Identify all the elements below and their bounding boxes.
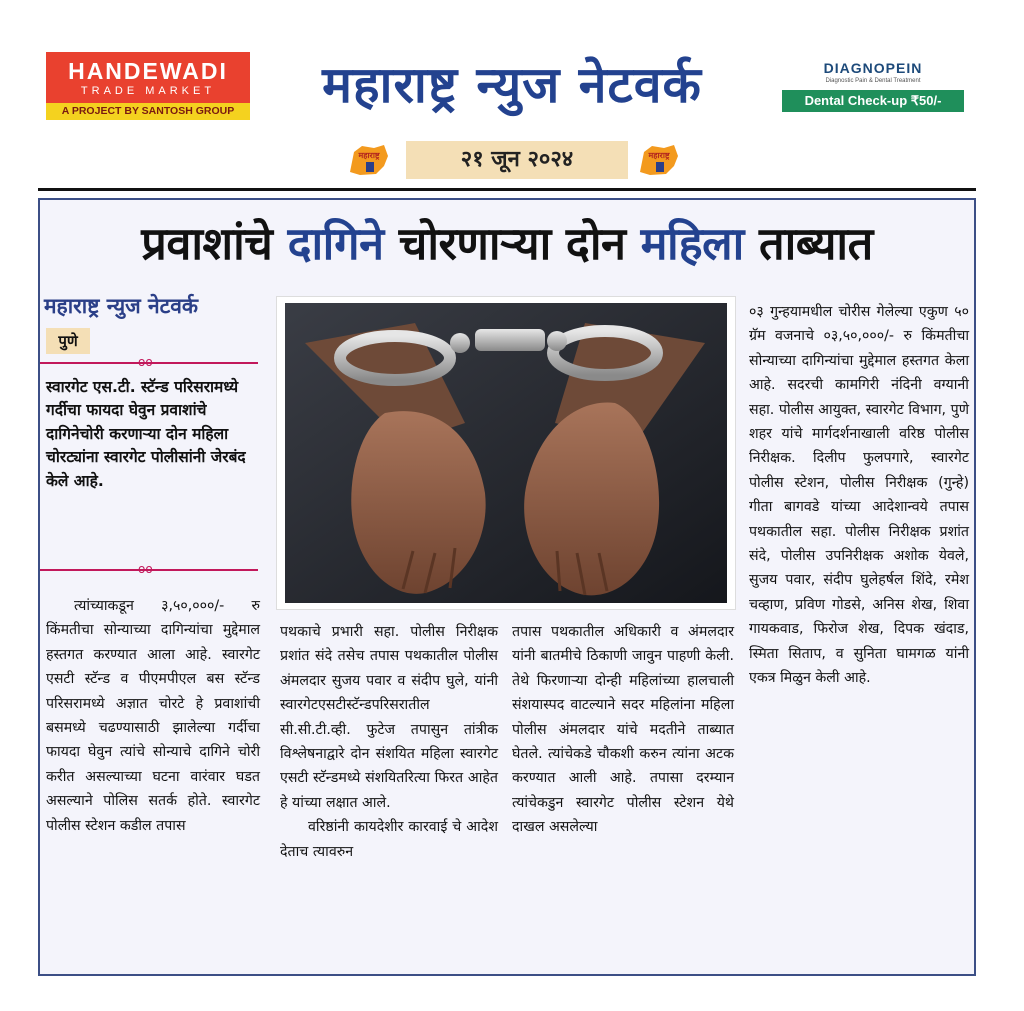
decorative-rule: oo (40, 569, 258, 571)
issue-date: २१ जून २०२४ (406, 141, 628, 179)
body-column-1 (46, 594, 260, 838)
handewadi-logo (46, 52, 250, 120)
logo-line-1: HANDEWADI (68, 58, 228, 84)
logo-line-3: A PROJECT BY SANTOSH GROUP (46, 103, 250, 120)
ad-brand: DIAGNOPEIN (823, 60, 923, 76)
headline-word: महिला (640, 217, 744, 270)
handcuffs-photo (276, 296, 736, 610)
ad-offer: Dental Check-up ₹50/- (782, 90, 964, 112)
maharashtra-emblem-icon (636, 142, 682, 178)
body-column-2 (280, 620, 498, 864)
maharashtra-emblem-icon (346, 142, 392, 178)
svg-text:महाराष्ट्र: महाराष्ट्र (648, 151, 670, 160)
body-column-4 (749, 300, 969, 691)
header-divider (38, 188, 976, 191)
headline-word: प्रवाशांचे (141, 217, 273, 270)
body-column-3 (512, 620, 734, 840)
body-paragraph: पथकाचे प्रभारी सहा. पोलीस निरीक्षक प्रशांत संदे तसेच तपास पथकातील पोलीस अंमलदार सुजय पवार व संदीप घुले, यांनी स्वारगेटएसटीस्टॅन्डपरिसरातील सी.सी.टी.व्ही. फुटेज तपासुन तांत्रीक विश्लेषनाद्वारे दोन संशयित महिला स्वारगेट एसटी स्टॅन्डमध्ये संशयितरित्या फिरत आहेत हे यांच्या लक्षात आले. (280, 624, 498, 811)
body-paragraph: तपास पथकातील अधिकारी व अंमलदार यांनी बातमीचे ठिकाणी जावुन पाहणी केली. तेथे फिरणाऱ्या दोन्ही महिलांच्या हालचाली संशयास्पद वाटल्याने सदर महिलांना महिला पोलीस अंमलदार यांचे मदतीने ताब्यात घेतले. त्यांचेकडे चौकशी करुन त्यांना अटक करण्यात आली आहे. तपासा दरम्यान त्यांचेकडुन स्वारगेट पोलीस स्टेशन येथे दाखल असलेल्या (512, 624, 734, 836)
headline-word: ताब्यात (758, 217, 873, 270)
headline-word: दोन (565, 217, 626, 270)
body-paragraph: वरिष्ठांनी कायदेशीर कारवाई चे आदेश देताच त्यावरुन (280, 819, 498, 860)
svg-text:महाराष्ट्र: महाराष्ट्र (358, 151, 380, 160)
article-headline (42, 212, 972, 276)
lead-paragraph: स्वारगेट एस.टी. स्टॅन्ड परिसरामध्ये गर्दीचा फायदा घेवुन प्रवाशांचे दागिनेचोरी करणाऱ्या दोन महिला चोरट्यांना स्वारगेट पोलीसांनी जेरबंद केले आहे. (46, 378, 246, 490)
body-paragraph: ०३ गुन्हयामधील चोरीस गेलेल्या एकुण ५० ग्रॅम वजनाचे ०३,५०,०००/- रु किंमतीचा सोन्याच्या दागिन्यांचा मुद्देमाल हस्तगत केला आहे. सदरची कामगिरी नंदिनी वग्यानी सहा. पोलीस आयुक्त, स्वारगेट विभाग, पुणे शहर यांचे मार्गदर्शनाखाली वरिष्ठ पोलीस निरीक्षक. दिलीप फुलपगारे, स्वारगेट पोलीस स्टेशन, पोलीस निरीक्षक (गुन्हे) गीता बागवडे यांच्या आदेशान्वये तपास पथकातील सहा. पोलीस निरीक्षक प्रशांत संदे, पोलीस उपनिरीक्षक अशोक येवले, सुजय पवार, संदीप घुलेहर्षल शिंदे, रमेश चव्हाण, प्रविण गोडसे, अनिस शेख, शिवा गायकवाड, फिरोज शेख, दिपक खंदाड, स्मिता सिताप, व सुनिता घामगळ यांनी एकत्र मिळुन केली आहे. (749, 304, 969, 687)
body-paragraph: त्यांच्याकडून ३,५०,०००/- रु किंमतीचा सोन्याच्या दागिन्यांचा मुद्देमाल हस्तगत करण्यात आला आहे. स्वारगेट एसटी स्टॅन्ड व पीएमपीएल बस स्टॅन्ड परिसरामध्ये अज्ञात चोरटे हे प्रवाशांची बसमध्ये चढण्यासाठी झालेल्या गर्दीचा फायदा घेवुन त्यांचे सोन्याचे दागिने चोरी करीत असल्याच्या घटना वारंवार घडत असल्याने पोलिस सतर्क होते. स्वारगेट पोलीस स्टेशन कडील तपास (46, 598, 260, 834)
diagnopein-ad (782, 58, 964, 114)
headline-word: दागिने (287, 217, 384, 270)
headline-word: चोरणाऱ्या (398, 217, 551, 270)
ad-tagline: Diagnostic Pain & Dental Treatment (825, 78, 921, 84)
decorative-rule: oo (40, 362, 258, 364)
logo-line-2: TRADE MARKET (80, 85, 216, 97)
dateline-city: पुणे (46, 328, 90, 354)
byline: महाराष्ट्र न्युज नेटवर्क (44, 294, 199, 318)
masthead-title: महाराष्ट्र न्युज नेटवर्क (322, 56, 702, 114)
